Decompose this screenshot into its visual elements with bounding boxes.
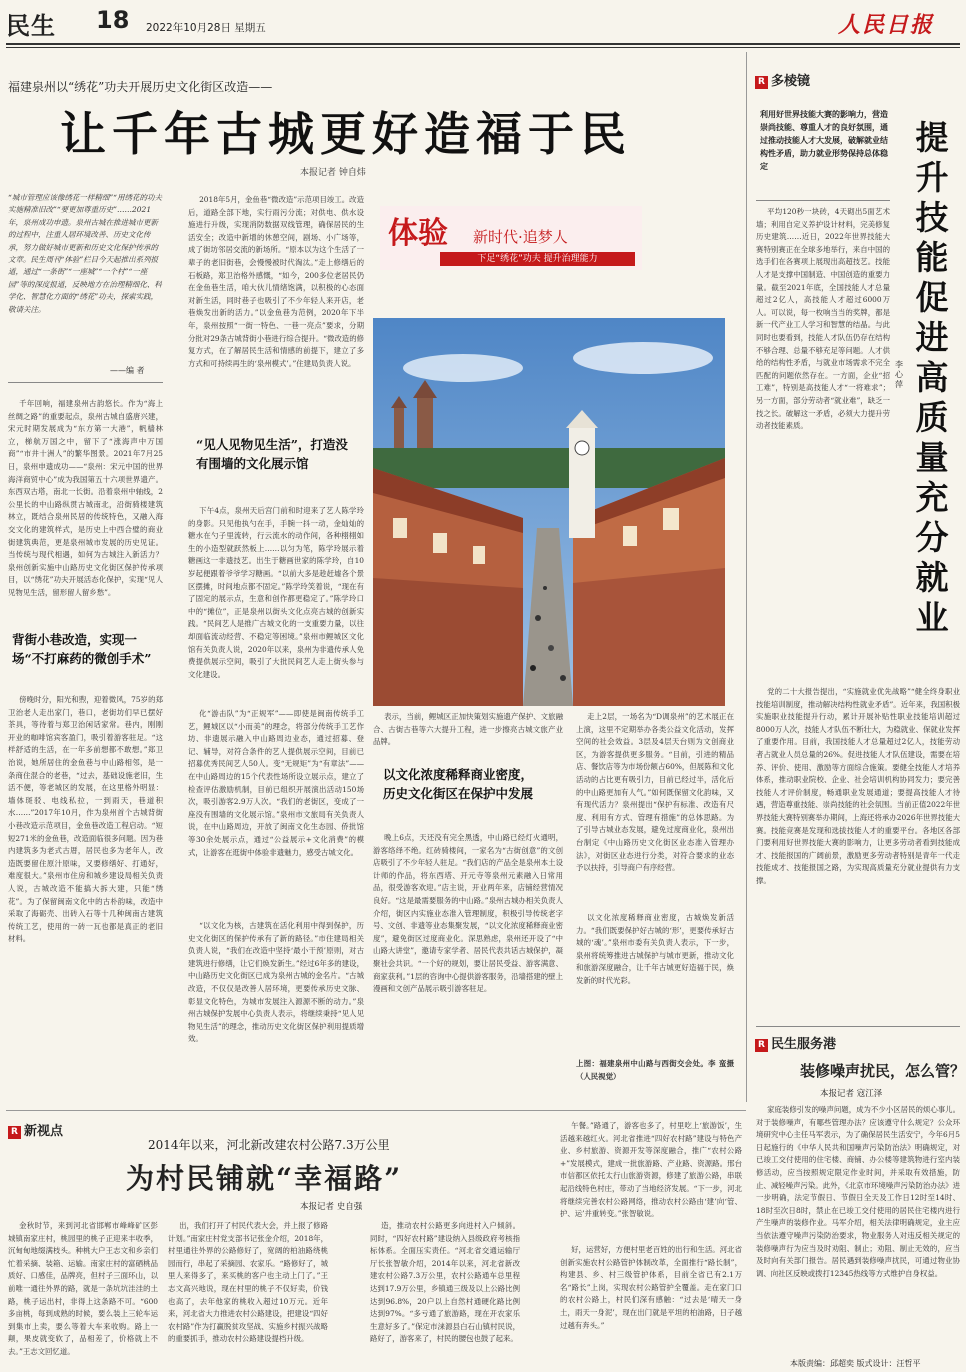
lead-col2b-text: 下午4点，泉州天后宫门前和时迎来了艺人陈学玲的身影。只见他执勺在手，手腕一抖一动，金灿灿的糖水在勺子里流转，行云流水的动作间，各种栩栩如生的小造型就跃然板上……以匀为笔，陈学玲展示着糖画这一非遗技艺。出生于糖画世家的陈学玲，自10岁起便跟着爷爷学习糖画。“以前大多是趁赶墟各个景区摆摊，时间地点都不固定。”陈学玲笑着说，“现在有了固定的展示点，生意和创作都更稳定了。”陈学玲口中的“摊位”，正是泉州以街头文化点亮古城的创新实践。“民间艺人是推广古城文化的一支重要力量，以往却面临流动经营、不稳定等困境。”泉州市鲤城区文化馆有关负责人说，2020年以来，泉州为非遗传承人免费提供展示空间，吸引了大批民间艺人走上街头参与文化建设。 xyxy=(188,506,364,679)
minsheng-byline: 本报记者 寇江泽 xyxy=(820,1089,883,1099)
newspaper-logo: 人民日报 xyxy=(838,12,935,38)
lead-col4b-text: 以文化浓度稀释商业密度，古城焕发新活力。“我们既要保护好古城的‘形’，更要传承好古城的‘魂’。”泉州市委有关负责人表示，下一步，泉州将统筹推进古城保护与城市更新，推动文化和旅游深度融合，让千年古城更好造福于民，焕发新的时代光彩。 xyxy=(576,913,734,985)
right-column-tag xyxy=(755,70,810,89)
bottom-col1 xyxy=(8,1220,158,1368)
lead-byline: 本报记者 钟自炜 xyxy=(300,168,366,178)
page-number: 18 xyxy=(96,6,130,34)
header-rule xyxy=(6,43,960,45)
right-divider xyxy=(756,1026,960,1027)
feature-banner-title: 体验 xyxy=(388,216,448,251)
lead-col3a-text: 表示，当前，鲤城区正加快策划实施遗产保护、文旅融合、古街古巷等六大提升工程，进一步擦亮古城文旅产业品牌。 xyxy=(373,712,563,747)
lead-col2d xyxy=(188,920,364,1106)
right-tag-label: 多棱镜 xyxy=(771,74,811,89)
note-rule xyxy=(8,382,163,383)
tag-letter: R xyxy=(755,76,768,89)
section-divider xyxy=(6,1110,746,1111)
minsheng-tag-label: 民生服务港 xyxy=(771,1037,837,1052)
lead-col1 xyxy=(8,398,163,626)
newsview-tag xyxy=(8,1120,63,1139)
right-author: 李心萍 xyxy=(895,360,903,389)
section-name: 民生 xyxy=(6,12,56,40)
column-divider xyxy=(746,52,747,1102)
lead-subhead-1: 背街小巷改造，实现一场“不打麻药的微创手术” xyxy=(12,632,152,666)
minsheng-tag xyxy=(755,1033,836,1052)
feature-banner-subtitle: 新时代·追梦人 xyxy=(473,228,568,246)
right-body-text: 平均120秒一块砖，4天砌出5面艺术墙；利用自定义养护设计材料，完美修复历史建筑……近日，2022年世界技能大赛特别赛正在全球多地举行，来自中国的选手们在各赛项上展现出高超技艺。技能人才是支撑中国制造、中国创造的重要力量。截至2021年底，全国技能人才总量超过2亿人，高技能人才超过6000万人。可以说，每一枚响当当的奖牌，都是新一代产业工人学习和智慧的结晶。与此同时也要看到，技能人才队伍仍存在结构不够合理、总量不够充足等问题。人才供给的结构性矛盾，与就业市场需求不完全匹配的问题依然存在。一方面，企业“招工难”，特别是高技能人才“一将难求”；另一方面，部分劳动者“就业难”，缺乏一技之长。破解这一矛盾，必须大力提升劳动者技能素质。 xyxy=(756,207,890,431)
bottom-col5 xyxy=(560,1244,742,1368)
tag-letter: R xyxy=(8,1126,21,1139)
intro-rule xyxy=(756,200,890,201)
lead-col1b xyxy=(8,694,163,1106)
tag-letter: R xyxy=(755,1039,768,1052)
lead-col2b xyxy=(188,505,364,705)
lead-col3a xyxy=(373,711,563,751)
page-editors: 本版责编：邱超奕 版式设计：汪哲平 xyxy=(790,1359,921,1368)
lead-subhead-2: “见人见物见生活”，打造没有围墙的文化展示馆 xyxy=(196,437,348,471)
lead-subhead-3: 以文化浓度稀释商业密度，历史文化街区在保护中发展 xyxy=(383,767,534,801)
lead-col4a-text: 走上2层，一场名为“D调泉州”的艺术展正在上演，这里不定期举办各类公益文化活动，发挥空间的社会效益。3层及4层天台则为文创商业区，为游客提供更多服务。“目前，引进的精品店、餐饮店等为市场份额占60%，但展陈和文化活动的占比更有吸引力，目前已经过半，活化后的中山路更加有人气。”如何既保留文化韵味，又有现代活力？泉州提出“保护有标准、改造有尺度、利用有方式、管理有措施”的总体思路。为了引导古城业态发展，避免过度商业化，泉州出台制定《中山路历史文化街区业态准入管理办法》，对街区业态进行分类，对符合要求的业态予以扶持，引导商户有序经营。 xyxy=(576,712,734,873)
lead-col2c xyxy=(188,708,364,918)
lead-col1-text: 千年回响，福建泉州古韵悠长。作为“海上丝绸之路”的重要起点，泉州古城自盛唐兴建，宋元时期发展成为“东方第一大港”，帆樯林立，梯航万国之中，留下了“涨海声中万国商”“市井十洲人”的繁华图景。2021年7月25日，泉州申遗成功——“泉州：宋元中国的世界海洋商贸中心”成为我国第五十六项世界遗产。东西双古塔，南北一长街。沿着泉州中轴线，2公里长的中山路纵贯古城南北，沿街骑楼建筑林立，既结合泉州民居的传统特色，又融入海交文化的建筑样式，是历史上中西合璧的商业街建筑典范，更是泉州城市发展的历史见证。当传统与现代相遇，如何为古城注入新活力？泉州创新实施中山路历史文化街区保护传承项目，以“绣花”功夫开展活态化保护，实现“见人见物见生活，留形留人留乡愁”。 xyxy=(8,399,163,597)
lead-col3b xyxy=(373,832,563,1082)
bottom-col2 xyxy=(168,1220,328,1368)
lead-col2d-text: “以文化为核，古建筑在活化利用中得到保护，历史文化街区的保护传承有了新的路径。”市住建局相关负责人说，“我们在改造中坚持‘最小干预’原则，对古建筑进行修缮，让它们焕发新生。”经过6年多的建设，中山路历史文化街区已成为泉州古城的金名片。“古城改造，不仅仅是改善人居环境，更要传承历史文脉、彰显文化特色，为城市发展注入源源不断的动力。”泉州古城保护发展中心负责人表示，将继续秉持“见人见物见生活”的理念，推动历史文化街区保护利用提质增效。 xyxy=(188,921,364,1044)
minsheng-body-text: 家庭装修引发的噪声问题，成为不少小区居民的烦心事儿。对于装修噪声，有哪些管理办法？应该遵守什么规定？公众环境研究中心主任马军表示，为了确保居民生活安宁，今年6月5日起施行的《中华人民共和国噪声污染防治法》明确规定，对已竣工交付使用的住宅楼、商铺、办公楼等建筑物进行室内装修活动，应当按照规定限定作业时间，并采取有效措施，防止、减轻噪声污染。此外，《北京市环境噪声污染防治办法》进一步明确，法定节假日、节假日全天及工作日12时至14时、18时至次日8时，禁止在已竣工交付使用的居民住宅楼内进行产生噪声的装修作业。马军介绍，相关法律明确规定，业主应当依法遵守噪声污染防治要求，物业服务人对违反相关规定的装修噪声行为应当及时劝阻、制止；劝阻、制止无效的，应当及时向有关部门报告。居民遇到装修噪声扰民，可通过物业协调、向社区反映或拨打12345热线等方式维护自身权益。 xyxy=(756,1105,960,1278)
bottom-kicker: 2014年以来，河北新改建农村公路7.3万公里 xyxy=(148,1138,390,1152)
minsheng-headline: 装修噪声扰民，怎么管？ xyxy=(800,1062,966,1080)
minsheng-body xyxy=(756,1104,960,1354)
editor-sign: ——编 者 xyxy=(110,366,145,375)
lead-col4a xyxy=(576,711,734,911)
bottom-headline: 为村民铺就“幸福路” xyxy=(126,1162,403,1195)
lead-col1b-text: 傍晚时分，阳光和煦，迎着微风，75岁的郑卫治老人走出家门，巷口，老街坊们早已摆好茶具，等待着与郑卫治闲话家常。巷内，刚刚开业的咖啡馆宾客盈门，吸引着游客驻足。“这样舒适的生活，在一年多前想都不敢想。”郑卫治说，她所居住的金鱼巷与中山路相邻，是一条商住混合的老巷，“过去，基础设施老旧，生活不便，等老城区的发展，在这里格外明显：墙体斑驳、电线私拉，一到雨天，巷道积水……”2017年10月，作为泉州首个古城背街小巷改造示范项目，金鱼巷改造工程启动。“短短271米的金鱼巷，改造面临很多问题。因为巷内建筑多为老式古厝，居民也多为老年人，改造既要留住原汁原味，又要修缮好、打通好，难度很大。”泉州市住房和城乡建设局相关负责人说，古城改造不能搞大拆大建，只能“绣花”。为了保留闽南文化中的古朴韵味，改造中采取了海砺壳、出砖入石等十几种闽南古建筑传统工艺，使用的一砖一瓦也都是真正的老旧材料。 xyxy=(8,695,163,944)
right-body2 xyxy=(756,686,960,1022)
bottom-col3 xyxy=(370,1220,520,1368)
lead-col2c-text: 化“游击队”为“正规军”——即使是闽南传统手工艺，鲤城区以“小而美”的理念，将部分传统手工艺作坊、非遗展示融入中山路周边业态，通过招募、登记、辅导，对符合条件的艺人提供展示空间，目前已招募优秀民间艺人50人。变“无规矩”为“有章法”——在中山路周边的15个代表性场所设立展示点，建立了检查评估激励机制，目前已组织开展演出活动150场次，吸引游客2.9万人次。“我们的老街区，变成了一座没有围墙的文化展示馆。”泉州市文旅局有关负责人说，在中山路周边，开放了闽南文化生态园、侨批馆等30余处展示点，通过“公益展示+文化消费”的模式，让游客在逛街中体验非遗魅力，感受古城文化。 xyxy=(188,709,364,857)
right-headline: 提升技能促进高质量充分就业 xyxy=(915,118,949,637)
bottom-col5-text: 好，运营好，方便村里老百姓的出行和生活。河北省创新实施农村公路管护体制改革，全面推行“路长制”，构建县、乡、村三级管护体系，目前全省已有2.1万名“路长”上岗，实现农村公路管护全覆盖。走在家门口的农村公路上，村民们深有感触：“过去是‘晴天一身土，雨天一身泥’，现在出门就是平坦的柏油路，日子越过越有奔头。” xyxy=(560,1245,742,1330)
bottom-col1-text: 金秋时节，来到河北省邯郸市峰峰矿区彭城镇南家庄村，桃园里的桃子正迎来丰收季，沉甸甸地缀满枝头。种桃大户王志文和乡亲们忙着采摘、装箱、运输。南家庄村的富硒桃品质好、口感佳，品牌亮，但村子三面环山，以前唯一通往外界的路，就是一条坑坑洼洼的土路，桃子运出村，非得上这条路不可。“600多亩桃，每到成熟的时候，要么装上三轮车运到集市上卖，要么等着大车来收购。路上一颠，果皮就变软了，品相差了，价格就上不去。”王志文回忆道。 xyxy=(8,1221,158,1356)
editor-note: “城市管理应该像绣花一样精细”“用绣花的功夫实施精准旧改”“要更加尊重历史”……2021年，泉州成功申遗。泉州古城在推进城市更新的过程中，注重人居环境改善、历史文化传承，努力做好城市更新和历史文化保护传承的文章。民生周刊“体验”栏目今天起推出系列报道，通过“一条街”“一座城”“一个村”“一座园”等的深度报道，反映地方在治理精细化、科学化、智慧化方面的“绣花”功夫，探索实践，敬请关注。 xyxy=(8,193,163,314)
bottom-col2-text: 出，我们打开了村民代表大会，并上报了修路计划。”南家庄村党支部书记张金介绍，2018年，村里通往外界的公路修好了，宽阔的柏油路绕桃园而行，串起了采摘园、农家乐。“路修好了，城里人来得多了，来买桃的客户也主动上门了。”王志文高兴地说，现在村里的桃子不仅好卖，价钱也高了，去年他家的桃收入超过10万元。近年来，河北省大力推进农村公路建设，把建设“四好农村路”作为打赢脱贫攻坚战、实施乡村振兴战略的重要抓手，推动农村公路建设提档升级。 xyxy=(168,1221,328,1344)
right-body2-text: 党的二十大报告提出，“实施就业优先战略”“健全终身职业技能培训制度，推动解决结构性就业矛盾”。近年来，我国积极实施职业技能提升行动，累计开展补贴性职业技能培训超过8000万人次，技能人才队伍不断壮大，为稳就业、保就业发挥了重要作用。目前，我国技能人才总量超过2亿人，技能劳动者占就业人员总量的26%。促进技能人才队伍建设，需要在培养、评价、使用、激励等方面综合施策。要健全技能人才培养体系，推动职业院校、企业、社会培训机构协同发力；要完善技能人才评价制度，畅通职业发展通道；要提高技能人才待遇，营造尊重技能、崇尚技能的社会氛围。当前正值2022年世界技能大赛特别赛举办期间，上海还将承办2026年世界技能大赛。技能竞赛是发现和选拔技能人才的重要平台。各地区各部门要利用好世界技能大赛的影响力，让更多劳动者看到技能成才、技能报国的广阔前景，激励更多劳动者特别是青年一代走技能成才、技能报国之路，为实现高质量充分就业提供有力支撑。 xyxy=(756,687,960,885)
right-body xyxy=(756,206,890,676)
lead-col2a-text: 2018年5月，金鱼巷“微改造”示范项目竣工。改造后，道路全部下地，实行雨污分流；对供电、供水设施进行升级，实现消防数据双线管理，确保居民的生活安全；改造中新增的休憩空间，剧场、小广场等，成了街坊邻居交流的新场所。“原本以为这个生活了一辈子的老旧街巷，会慢慢被时代淘汰。”走上修缮后的石板路，郑卫治格外感慨，“如今，200多位老居民仍在金鱼巷生活，咱大伙儿情绪饱满，以积极的心态面对新生活，同时巷子也吸引了不少年轻人来开店，老巷焕发出新的活力。”以金鱼巷为范例，2020年下半年，泉州按照“一街一特色、一巷一亮点”要求，分期分批对29条古城背街小巷进行综合提升。“微改造的修复方式，在了解居民生活和情感的前提下，建立了多方式和可持续再生的‘泉州模式’。”住建局负责人说。 xyxy=(188,195,364,368)
lead-headline: 让千年古城更好造福于民 xyxy=(60,107,632,161)
issue-date: 2022年10月28日 星期五 xyxy=(146,22,266,34)
lead-col2a xyxy=(188,194,364,422)
newsview-tag-label: 新视点 xyxy=(24,1124,64,1139)
feature-banner-bar: 下足“绣花”功夫 提升治理能力 xyxy=(440,252,635,266)
bottom-col3-text: 造，推动农村公路更多向进村入户倾斜。同时，“四好农村路”建设纳入县级政府考核指标体系。全面压实责任。“河北省交通运输厅厅长张智敏介绍，2014年以来，河北省新改建农村公路7.3万公里，农村公路通车总里程达到17.9万公里，乡镇通三级及以上公路比例达到96.8%，20户以上自然村通硬化路比例达到97%。“多亏通了旅游路，现在开农家乐生意好多了。”保定市涞源县白石山镇村民说，路好了，游客来了，村民的腰包也鼓了起来。 xyxy=(370,1221,520,1344)
bottom-col4 xyxy=(560,1120,742,1240)
lead-col4b xyxy=(576,912,734,1052)
lead-col3b-text: 晚上6点，天还没有完全黑透，中山路已经灯火通明，游客络绎不绝。红砖骑楼间，一家名为“古街创意”的文创店吸引了不少年轻人驻足。“我们店的产品全是泉州本土设计师的作品，将东西塔、开元寺等泉州元素融入日常用品，很受游客欢迎。”店主说，开业两年来，店铺经营情况良好。“这是最需要服务的中山路。”泉州古城办相关负责人介绍，街区内实施业态准入管理制度，积极引导传统老字号、文创、非遗等业态集聚发展，“以文化浓度稀释商业密度”，避免街区过度商业化。深思熟虑，泉州还开设了“中山路大讲堂”，邀请专家学者、居民代表共话古城保护，凝聚社会共识。“一个好的规划，要让居民受益、游客满意、商家获利。”1层的咨询中心提供游客服务，沿墙搭建的壁上漫画和文创产品展示吸引游客驻足。 xyxy=(373,833,563,994)
header-rule-thin xyxy=(6,47,960,48)
lead-kicker: 福建泉州以“绣花”功夫开展历史文化街区改造—— xyxy=(8,80,273,94)
photo-caption: 上图：福建泉州中山路与西街交会处。李 蛮摄（人民视觉） xyxy=(576,1059,734,1081)
street-photo xyxy=(373,318,725,706)
bottom-byline: 本报记者 史自强 xyxy=(300,1202,363,1212)
right-intro: 利用好世界技能大赛的影响力，营造崇尚技能、尊重人才的良好氛围，通过推动技能人才大发展，破解就业结构性矛盾，助力就业形势保持总体稳定 xyxy=(760,109,888,171)
bottom-col4-text: 午餐。”路通了，游客也多了，村里吃上‘旅游饭’，生活越来越红火。河北省推进“四好农村路”建设与特色产业、乡村旅游、资源开发等深度融合，推广“农村公路+”发展模式，建成一批旅游路、产业路、资源路。邢台市信都区依托太行山旅游资源，修建了旅游公路，串联起沿线特色村庄，带动了当地经济发展。“下一步，河北将继续完善农村公路网络，推动农村公路由‘建’向‘管、护、运’并重转变。”张智敏说。 xyxy=(560,1121,742,1219)
